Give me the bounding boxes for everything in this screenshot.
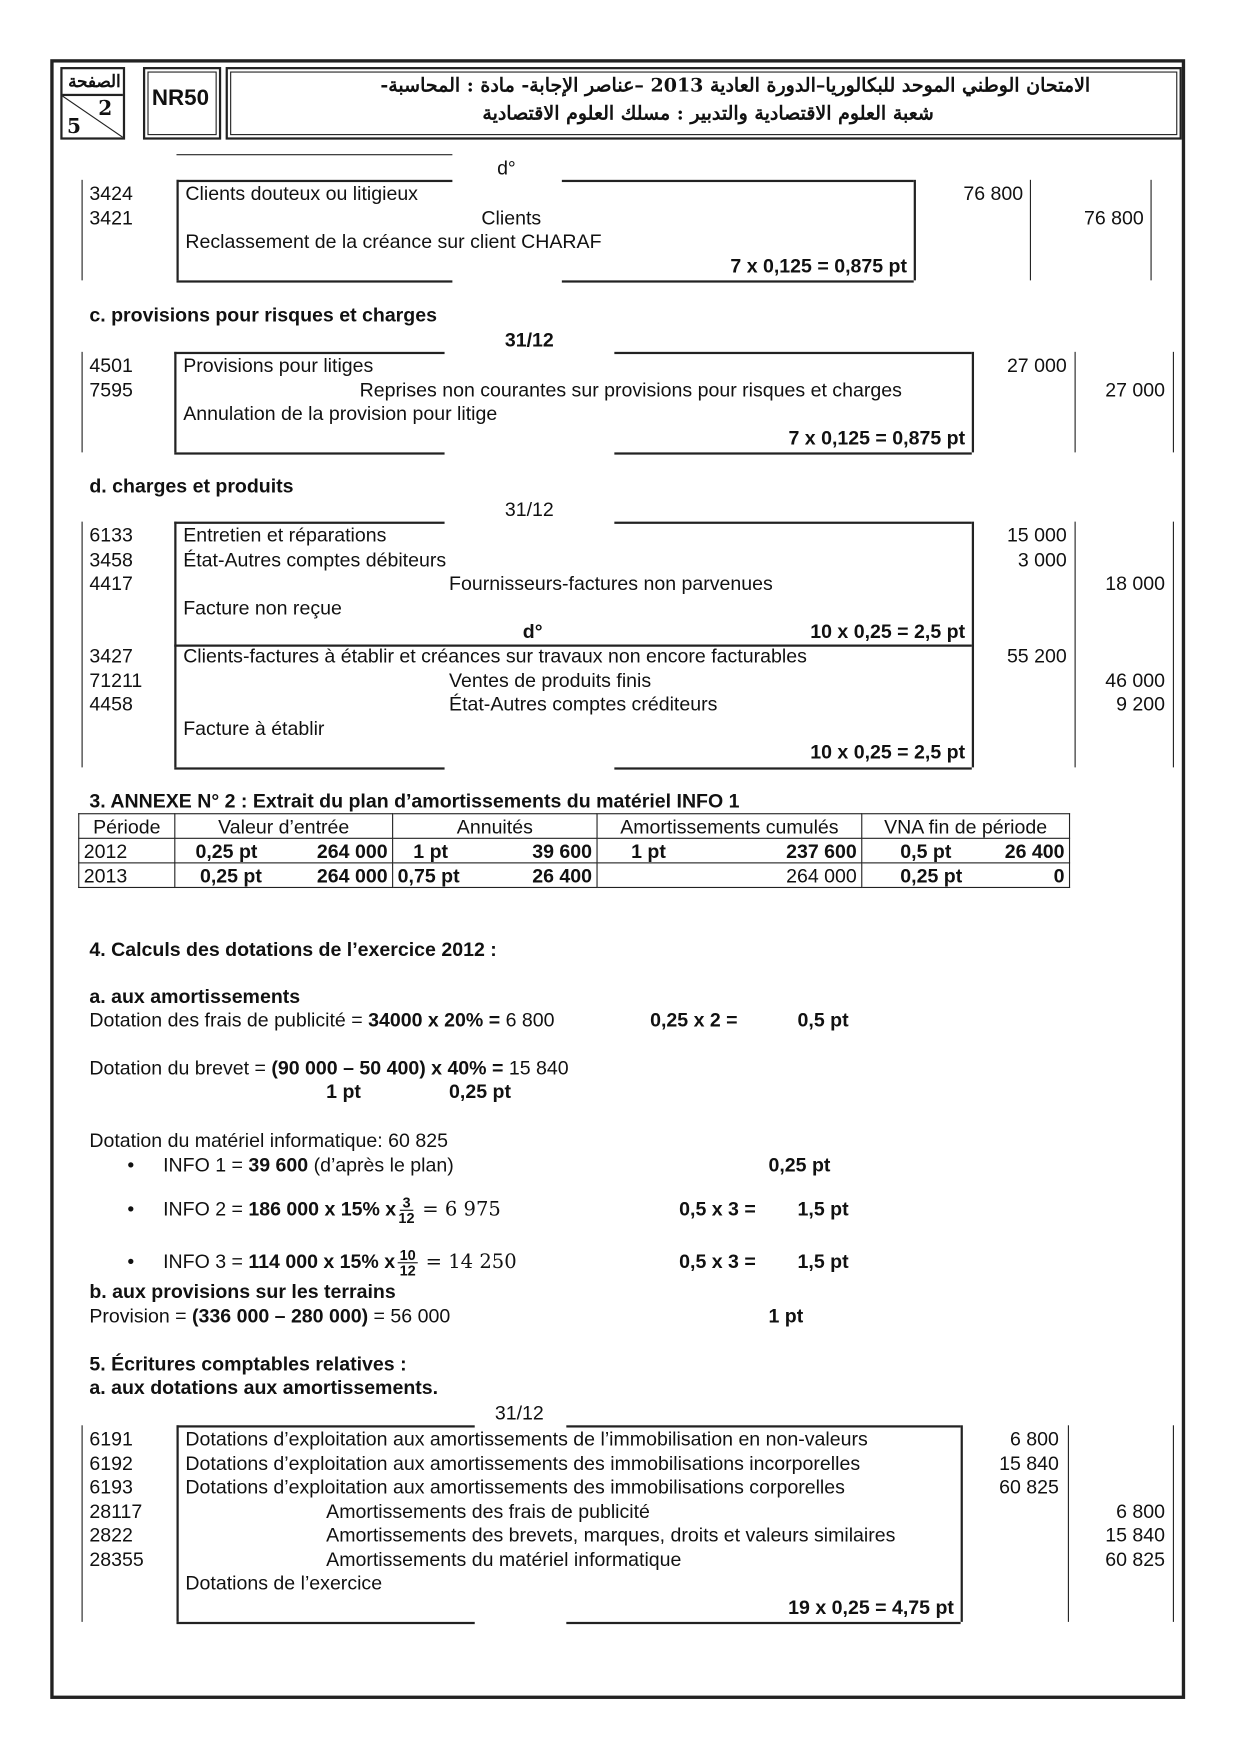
journal-border: [614, 522, 971, 524]
cell-value: 0: [1053, 863, 1065, 887]
denominator: 12: [398, 1209, 415, 1227]
result: = 6 975: [422, 1198, 501, 1221]
denominator: 12: [399, 1262, 416, 1279]
cell-points: 1 pt: [631, 839, 666, 862]
debit-column-rule: [1068, 1425, 1069, 1622]
bullet: •: [127, 1153, 135, 1177]
section4-title: 4. Calculs des dotations de l’exercice 2012 :: [89, 938, 497, 961]
journal-border: [614, 452, 971, 454]
debit-column-rule: [1075, 352, 1076, 453]
result: 15 840: [503, 1056, 569, 1080]
entry-label: Dotations d’exploitation aux amortissements des immobilisations incorporelles: [185, 1451, 861, 1474]
fraction: [398, 1195, 414, 1225]
label: Provision =: [89, 1304, 193, 1327]
page-number-box: [60, 67, 125, 140]
pub-points: 0,25 x 2 =: [650, 1008, 738, 1031]
journal-border: [961, 1425, 963, 1622]
debit-amount: 15 000: [1006, 523, 1067, 547]
journal-border: [174, 452, 444, 454]
journal-border: [174, 767, 444, 769]
account-number: 3427: [89, 644, 133, 667]
credit-amount: 15 840: [1105, 1523, 1166, 1546]
label: Dotation du brevet =: [89, 1056, 272, 1080]
credit-amount: 27 000: [1105, 378, 1166, 401]
entry-label: Ventes de produits finis: [449, 668, 652, 691]
cell-value: 26 400: [532, 863, 593, 887]
brevet-points-2: 0,25 pt: [449, 1080, 511, 1103]
account-number: 3458: [89, 547, 133, 571]
page-total: 5: [67, 115, 82, 139]
cell-periode: 2013: [79, 863, 175, 888]
info2-line: [163, 1188, 501, 1229]
credit-amount: 18 000: [1105, 572, 1166, 595]
brevet-points-1: 1 pt: [326, 1080, 361, 1103]
cell-value: 264 000: [786, 863, 857, 887]
entry-label: Amortissements du matériel informatique: [326, 1547, 682, 1570]
journal-border: [176, 1425, 178, 1622]
table-row: [79, 863, 1070, 888]
journal-left-rule: [82, 180, 83, 281]
entry-label: Entretien et réparations: [183, 523, 387, 547]
journal-border: [914, 180, 916, 281]
points-label: 7 x 0,125 = 0,875 pt: [788, 426, 966, 449]
calc: 34000 x 20% =: [368, 1008, 501, 1031]
entry-label: État-Autres comptes débiteurs: [183, 547, 447, 571]
provision-line: [89, 1305, 450, 1327]
points-label: 19 x 0,25 = 4,75 pt: [788, 1595, 954, 1618]
col-header: Valeur d’entrée: [175, 814, 393, 839]
credit-amount: 76 800: [1084, 206, 1144, 229]
entry-label: Dotations d’exploitation aux amortissements des immobilisations corporelles: [185, 1475, 845, 1498]
journal-border: [174, 352, 176, 453]
entry-label: Clients douteux ou litigieux: [185, 182, 418, 205]
section5-title: 5. Écritures comptables relatives :: [89, 1352, 407, 1376]
journal-border: [176, 180, 178, 281]
debit-amount: 15 840: [999, 1451, 1059, 1474]
table-header-row: [79, 814, 1070, 839]
amortization-table: [78, 813, 1070, 888]
credit-column-rule: [1173, 522, 1174, 768]
pub-total: 0,5 pt: [797, 1008, 849, 1031]
entry-label: Provisions pour litiges: [183, 354, 374, 377]
cell-points: 0,75 pt: [397, 863, 460, 887]
journal-left-rule: [82, 352, 83, 453]
account-number: 6192: [89, 1451, 133, 1474]
debit-amount: 60 825: [999, 1475, 1059, 1498]
journal-left-rule: [82, 1425, 83, 1622]
exam-title-line2: شعبة العلوم الاقتصادية والتدبير : مسلك العلوم الاقتصادية: [482, 102, 934, 126]
cell-value: 39 600: [532, 839, 593, 862]
journal-border: [176, 1622, 474, 1624]
label: INFO 3 =: [163, 1249, 249, 1273]
col-header: Annuités: [393, 814, 597, 839]
cell-value: 264 000: [316, 863, 388, 887]
bullet: •: [127, 1249, 135, 1273]
exam-code: NR50: [151, 86, 210, 111]
journal-border: [614, 767, 971, 769]
entry-label: Amortissements des brevets, marques, droits et valeurs similaires: [326, 1523, 896, 1546]
account-number: 3424: [89, 182, 133, 205]
pub-line: [89, 1009, 554, 1031]
cell-points: 0,25 pt: [900, 863, 963, 887]
account-number: 7595: [89, 378, 133, 401]
entry-label: Reclassement de la créance sur client CHARAF: [185, 230, 602, 253]
exam-code-box: [143, 67, 221, 140]
page-number: 2: [98, 97, 113, 121]
info3-total: 1,5 pt: [797, 1249, 849, 1273]
section4b-title: b. aux provisions sur les terrains: [89, 1280, 396, 1303]
debit-amount: 55 200: [1006, 644, 1067, 667]
credit-amount: 6 800: [1116, 1499, 1166, 1522]
cell-points: 1 pt: [413, 839, 449, 862]
calc: 186 000 x 15% x: [248, 1197, 397, 1220]
journal-border: [566, 1622, 960, 1624]
account-number: 4501: [89, 354, 133, 377]
credit-amount: 9 200: [1116, 692, 1166, 716]
exam-title-line1: الامتحان الوطني الموحد للبكالوريا–الدورة العادية 2013 –عناصر الإجابة- مادة : المحاسبة-: [380, 74, 1091, 98]
provision-points: 1 pt: [768, 1304, 804, 1327]
debit-amount: 6 800: [1009, 1427, 1059, 1450]
debit-column-rule: [1075, 522, 1076, 768]
page-label: الصفحة: [68, 71, 121, 92]
entry-label: Facture à établir: [183, 716, 325, 740]
numerator: 3: [400, 1195, 413, 1211]
debit-amount: 76 800: [963, 182, 1024, 205]
label: Dotation des frais de publicité =: [89, 1008, 369, 1031]
note: (d’après le plan): [308, 1153, 454, 1177]
entry-label: État-Autres comptes créditeurs: [449, 692, 718, 716]
journal-border: [176, 280, 452, 282]
info1-line: [163, 1154, 454, 1176]
account-number: 4417: [89, 572, 133, 595]
exam-title-box: [226, 67, 1182, 140]
bullet: •: [127, 1197, 135, 1220]
journal-separator: [176, 154, 452, 155]
account-number: 4458: [89, 692, 133, 716]
result: = 14 250: [425, 1251, 517, 1274]
credit-column-rule: [1151, 180, 1152, 281]
section-heading: c. provisions pour risques et charges: [89, 303, 437, 327]
account-number: 71211: [89, 668, 143, 691]
entry-label: Facture non reçue: [183, 596, 342, 619]
ditto-mark: d°: [522, 620, 543, 643]
points-label: 7 x 0,125 = 0,875 pt: [730, 254, 908, 277]
journal-border: [972, 522, 974, 768]
entry-label: Dotations d’exploitation aux amortissements de l’immobilisation en non-valeurs: [185, 1427, 868, 1450]
debit-column-rule: [1030, 180, 1031, 281]
journal-date: 31/12: [494, 1401, 544, 1425]
account-number: 3421: [89, 206, 133, 229]
col-header: Amortissements cumulés: [597, 814, 862, 839]
journal-border: [562, 280, 914, 282]
journal-border: [562, 180, 914, 182]
account-number: 28355: [89, 1547, 144, 1570]
calc: 114 000 x 15% x: [248, 1249, 396, 1273]
section4a-title: a. aux amortissements: [89, 985, 301, 1008]
credit-column-rule: [1173, 1425, 1174, 1622]
entry-label: Amortissements des frais de publicité: [326, 1499, 650, 1522]
account-number: 2822: [89, 1523, 133, 1546]
cell-points: 0,25 pt: [199, 863, 262, 887]
cell-periode: 2012: [79, 838, 175, 863]
annexe-title: 3. ANNEXE N° 2 : Extrait du plan d’amortissements du matériel INFO 1: [89, 789, 740, 813]
journal-border: [614, 352, 971, 354]
account-number: 6193: [89, 1475, 133, 1498]
account-number: 28117: [89, 1499, 143, 1522]
credit-column-rule: [1173, 352, 1174, 453]
numerator: 10: [397, 1248, 418, 1264]
entry-label: Dotations de l’exercice: [185, 1571, 383, 1594]
journal-date: 31/12: [504, 328, 554, 351]
points-label: 10 x 0,25 = 2,5 pt: [810, 620, 966, 643]
section-heading: d. charges et produits: [89, 474, 294, 498]
value: 39 600: [248, 1153, 309, 1177]
info2-points: 0,5 x 3 =: [679, 1197, 756, 1220]
label: INFO 1 =: [163, 1153, 249, 1177]
points-label: 10 x 0,25 = 2,5 pt: [810, 741, 966, 764]
account-number: 6191: [89, 1427, 133, 1450]
journal-left-rule: [82, 522, 83, 768]
entry-label: Fournisseurs-factures non parvenues: [449, 572, 773, 595]
info2-total: 1,5 pt: [797, 1197, 849, 1220]
materiel-line: Dotation du matériel informatique: 60 825: [89, 1129, 448, 1152]
result: 6 800: [500, 1008, 555, 1031]
info1-points: 0,25 pt: [768, 1153, 831, 1177]
account-number: 6133: [89, 523, 133, 547]
info3-line: [163, 1241, 517, 1282]
journal-date: d°: [497, 156, 516, 179]
entry-label: Reprises non courantes sur provisions pour risques et charges: [359, 378, 902, 401]
fraction: [397, 1248, 418, 1278]
journal-border: [972, 352, 974, 453]
cell-value: 237 600: [786, 839, 857, 862]
calc: (90 000 – 50 400) x 40% =: [271, 1056, 504, 1080]
entry-label: Clients: [481, 206, 542, 229]
cell-value: 264 000: [316, 839, 388, 862]
credit-amount: 46 000: [1105, 668, 1166, 691]
col-header: VNA fin de période: [862, 814, 1070, 839]
entry-label: Clients-factures à établir et créances sur travaux non encore facturables: [183, 644, 807, 667]
calc: (336 000 – 280 000): [192, 1304, 369, 1327]
entry-label: Annulation de la provision pour litige: [183, 402, 498, 425]
section5a-title: a. aux dotations aux amortissements.: [89, 1376, 439, 1399]
cell-points: 0,5 pt: [900, 839, 952, 862]
info3-points: 0,5 x 3 =: [679, 1249, 756, 1273]
label: INFO 2 =: [163, 1197, 249, 1220]
table-row: [79, 838, 1070, 863]
result: = 56 000: [368, 1304, 451, 1327]
debit-amount: 27 000: [1006, 354, 1067, 377]
journal-date: 31/12: [504, 498, 554, 521]
cell-value: 26 400: [1004, 839, 1065, 862]
col-header: Période: [79, 814, 175, 839]
credit-amount: 60 825: [1105, 1547, 1166, 1570]
brevet-line: [89, 1057, 568, 1079]
debit-amount: 3 000: [1017, 547, 1067, 571]
cell-points: 0,25 pt: [195, 839, 258, 862]
